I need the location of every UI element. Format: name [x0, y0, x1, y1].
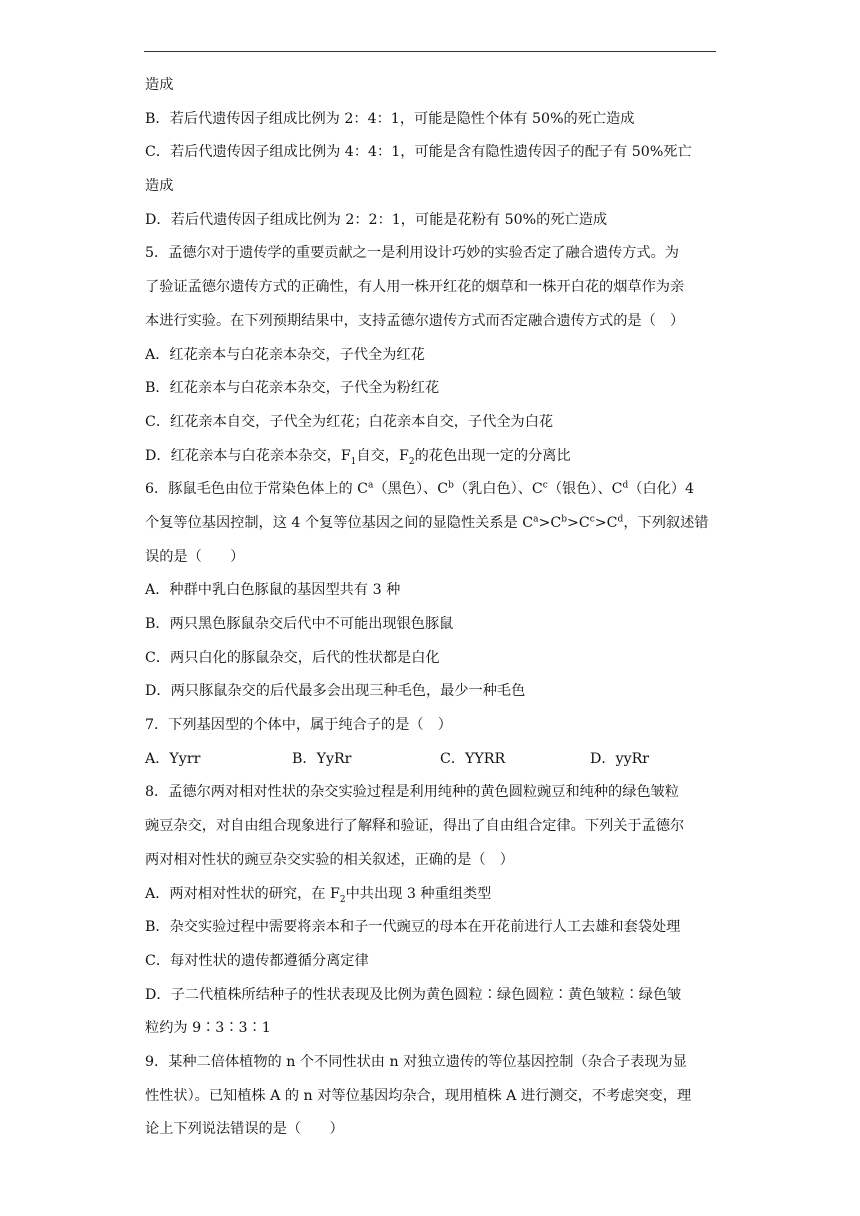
text-line: 造成 — [145, 178, 174, 195]
text-fragment: >C — [538, 514, 562, 531]
text-fragment: A．两对相对性状的研究，在 F — [145, 885, 340, 902]
superscript: b — [448, 480, 454, 491]
q7-option-d: D．yyRr — [590, 750, 650, 767]
q6-option-d: D．两只豚鼠杂交的后代最多会出现三种毛色，最少一种毛色 — [145, 683, 526, 700]
superscript: d — [617, 514, 624, 525]
superscript: a — [533, 514, 539, 525]
superscript: d — [622, 480, 629, 491]
question-5-stem: 了验证孟德尔遗传方式的正确性，有人用一株开红花的烟草和一株开白花的烟草作为亲 — [145, 279, 685, 296]
q7-option-a: A．Yyrr — [145, 750, 201, 767]
q7-options — [145, 743, 720, 777]
option-b: B．若后代遗传因子组成比例为 2：4：1，可能是隐性个体有 50%的死亡造成 — [145, 110, 635, 127]
question-5-stem: 本进行实验。在下列预期结果中，支持孟德尔遗传方式而否定融合遗传方式的是（ ） — [145, 312, 685, 329]
q7-option-c: C．YYRR — [440, 750, 506, 767]
q5-option-b: B．红花亲本与白花亲本杂交，子代全为粉红花 — [145, 380, 440, 397]
text-fragment: 的花色出现一定的分离比 — [414, 447, 571, 464]
question-8-stem: 豌豆杂交，对自由组合现象进行了解释和验证，得出了自由组合定律。下列关于孟德尔 — [145, 818, 685, 835]
text-fragment: （银色）、C — [547, 481, 623, 498]
q8-option-d: 粒约为 9∶3∶3∶1 — [145, 1020, 271, 1037]
q8-option-d: D．子二代植株所结种子的性状表现及比例为黄色圆粒∶绿色圆粒∶黄色皱粒∶绿色皱 — [145, 986, 682, 1003]
text-fragment: （黑色）、C — [373, 481, 449, 498]
q8-option-b: B．杂交实验过程中需要将亲本和子一代豌豆的母本在开花前进行人工去雄和套袋处理 — [145, 919, 681, 936]
superscript: a — [368, 480, 374, 491]
q5-option-d — [145, 440, 720, 474]
header-rule — [144, 51, 716, 52]
text-fragment: 自交，F — [356, 447, 409, 464]
question-9-stem: 性性状）。已知植株 A 的 n 对等位基因均杂合，现用植株 A 进行测交，不考虑突变，理 — [145, 1087, 692, 1104]
q5-option-c: C．红花亲本自交，子代全为红花；白花亲本自交，子代全为白花 — [145, 413, 554, 430]
question-6-stem — [145, 473, 720, 507]
text-fragment: （白化）4 — [628, 481, 695, 498]
superscript: c — [542, 480, 548, 491]
q8-option-a — [145, 878, 720, 912]
text-line: 造成 — [145, 77, 174, 93]
q6-option-b: B．两只黑色豚鼠杂交后代中不可能出现银色豚鼠 — [145, 616, 454, 632]
text-fragment: D．红花亲本与白花亲本杂交，F — [145, 447, 351, 464]
option-d: D．若后代遗传因子组成比例为 2：2：1，可能是花粉有 50%的死亡造成 — [145, 211, 608, 228]
text-fragment: （乳白色）、C — [453, 481, 543, 498]
superscript: c — [589, 514, 595, 525]
option-c: C．若后代遗传因子组成比例为 4：4：1，可能是含有隐性遗传因子的配子有 50%死亡 — [145, 144, 692, 161]
text-fragment: 中共出现 3 种重组类型 — [345, 885, 492, 902]
superscript: b — [561, 514, 567, 525]
question-7-stem: 7．下列基因型的个体中，属于纯合子的是（ ） — [145, 717, 452, 734]
subscript: 2 — [408, 456, 415, 467]
text-fragment: ，下列叙述错 — [623, 514, 709, 531]
q5-option-a: A．红花亲本与白花亲本杂交，子代全为红花 — [145, 346, 425, 363]
q6-option-a: A．种群中乳白色豚鼠的基因型共有 3 种 — [145, 582, 401, 599]
text-fragment: >C — [567, 514, 590, 531]
document-body — [145, 69, 720, 1147]
question-8-stem: 两对相对性状的豌豆杂交实验的相关叙述，正确的是（ ） — [145, 851, 514, 868]
question-9-stem: 论上下列说法错误的是（ ） — [145, 1121, 344, 1138]
text-fragment: 个复等位基因控制，这 4 个复等位基因之间的显隐性关系是 C — [145, 514, 534, 531]
question-8-stem: 8．孟德尔两对相对性状的杂交实验过程是利用纯种的黄色圆粒豌豆和纯种的绿色皱粒 — [145, 784, 679, 801]
q6-option-c: C．两只白化的豚鼠杂交，后代的性状都是白化 — [145, 649, 440, 666]
text-fragment: 6．豚鼠毛色由位于常染色体上的 C — [145, 481, 369, 498]
q8-option-c: C．每对性状的遗传都遵循分离定律 — [145, 952, 369, 969]
question-5-stem: 5．孟德尔对于遗传学的重要贡献之一是利用设计巧妙的实验否定了融合遗传方式。为 — [145, 245, 679, 262]
text-fragment: >C — [594, 514, 618, 531]
q7-option-b: B．YyRr — [292, 750, 352, 767]
question-9-stem: 9．某种二倍体植物的 n 个不同性状由 n 对独立遗传的等位基因控制（杂合子表现为显 — [145, 1053, 687, 1070]
question-6-stem: 误的是（ ） — [145, 548, 245, 565]
subscript: 1 — [350, 456, 357, 467]
subscript: 2 — [339, 894, 346, 905]
question-6-stem — [145, 507, 720, 541]
